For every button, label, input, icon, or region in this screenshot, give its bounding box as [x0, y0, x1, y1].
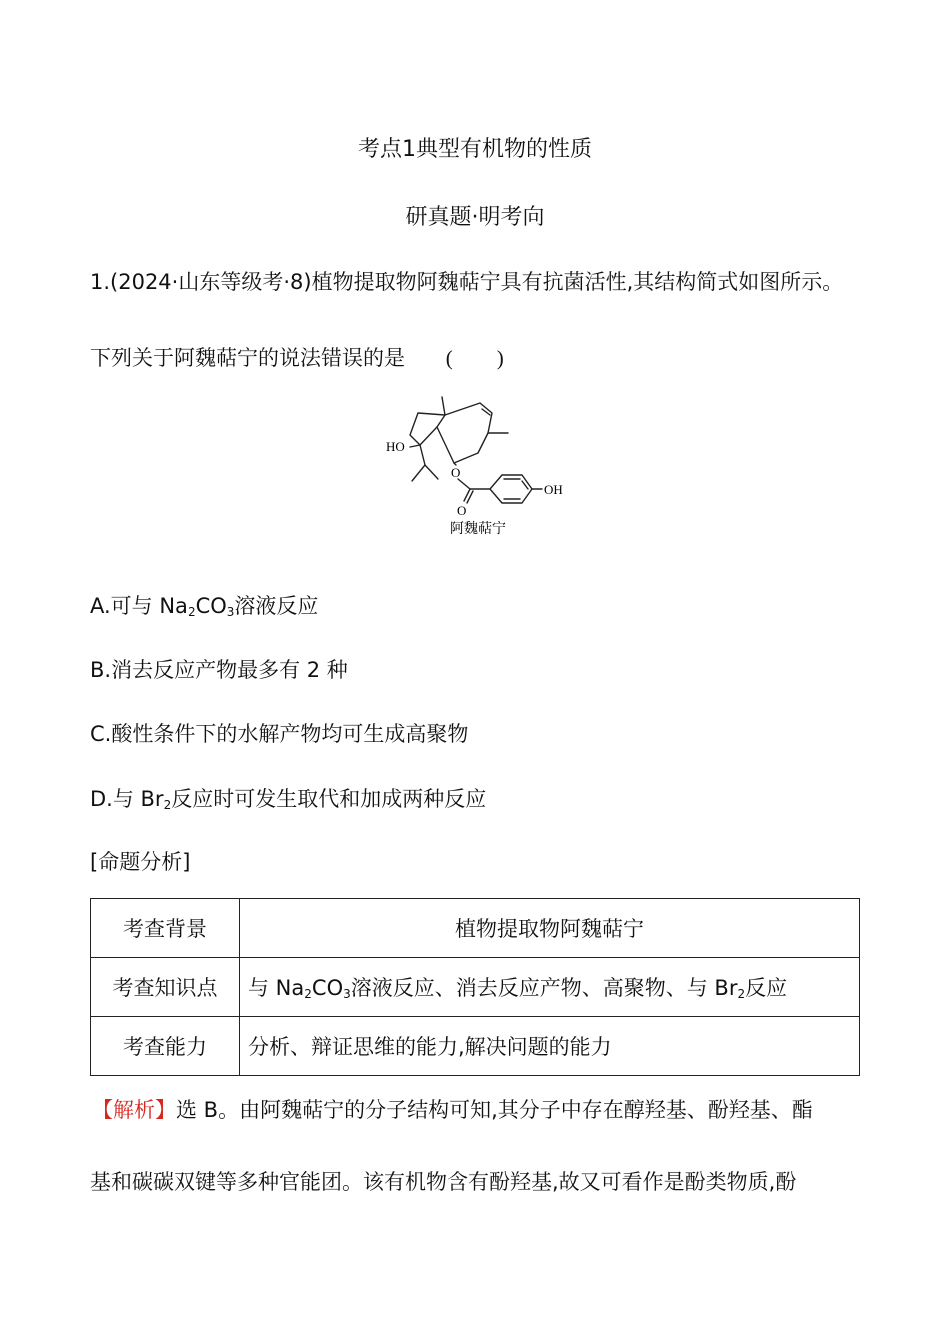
table-value: 分析、辩证思维的能力,解决问题的能力 [240, 1017, 860, 1076]
table-value: 植物提取物阿魏萜宁 [240, 899, 860, 958]
solution-tag: 【解析】 [92, 1098, 176, 1122]
question-stem-text: 下列关于阿魏萜宁的说法错误的是 [90, 346, 405, 370]
table-key: 考查背景 [91, 899, 240, 958]
question-stem-line2 [90, 342, 504, 372]
table-value: 与 $Na_2CO_3$溶液反应、消去反应产物、高聚物、与 $Br_2$反应 [240, 958, 860, 1017]
solution-line2: 基和碳碳双键等多种官能团。该有机物含有酚羟基,故又可看作是酚类物质,酚 [90, 1170, 797, 1194]
structure-figure [380, 385, 580, 545]
table-key: 考查知识点 [91, 958, 240, 1017]
answer-blank: ( ) [445, 346, 504, 370]
table-row [91, 1017, 860, 1076]
question-stem-line1: 1.(2024·山东等级考·8)植物提取物阿魏萜宁具有抗菌活性,其结构简式如图所示。 [90, 270, 844, 294]
option-d: D.与 $Br_2$反应时可发生取代和加成两种反应 [90, 787, 487, 812]
figure-caption: 阿魏萜宁 [450, 521, 506, 537]
oh-label: OH [544, 482, 563, 497]
section-subtitle: 研真题·明考向 [405, 205, 545, 230]
page-title: 考点1典型有机物的性质 [358, 137, 592, 162]
ho-label: HO [386, 439, 405, 454]
ester-oxygen-label: O [451, 465, 461, 480]
table-key: 考查能力 [91, 1017, 240, 1076]
option-a: A.可与 $Na_2CO_3$溶液反应 [90, 594, 319, 619]
analysis-table [90, 898, 860, 1076]
option-c: C.酸性条件下的水解产物均可生成高聚物 [90, 722, 469, 746]
analysis-heading: [命题分析] [90, 850, 191, 874]
table-row [91, 899, 860, 958]
option-b: B.消去反应产物最多有 2 种 [90, 658, 348, 682]
solution-line1: 【解析】选 B。由阿魏萜宁的分子结构可知,其分子中存在醇羟基、酚羟基、酯 [92, 1098, 813, 1122]
table-row [91, 958, 860, 1017]
carbonyl-oxygen-label: O [457, 503, 467, 518]
